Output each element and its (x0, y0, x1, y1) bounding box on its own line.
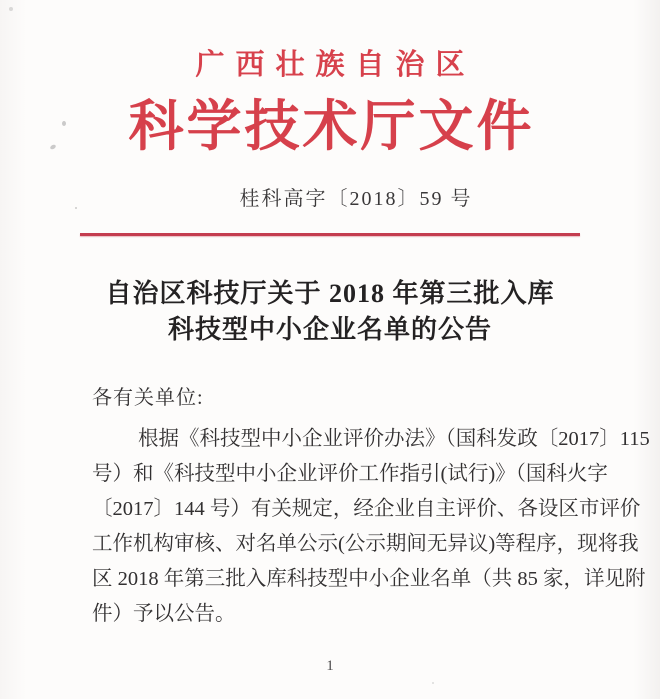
document-title (0, 276, 660, 348)
scan-speck (62, 121, 66, 126)
paragraph-line: 件）予以公告。 (92, 603, 236, 625)
paragraph-line: 工作机构审核、对名单公示(公示期间无异议)等程序，现将我 (92, 533, 639, 555)
paragraph-line: 号）和《科技型中小企业评价工作指引(试行)》（国科火字 (92, 463, 608, 485)
page-number: 1 (326, 658, 334, 674)
document-title-line2: 科技型中小企业名单的公告 (167, 315, 492, 344)
paragraph-line: 根据《科技型中小企业评价办法》（国科发政〔2017〕115 (138, 428, 650, 450)
document-reference-number: 桂科高字〔2018〕59 号 (239, 188, 473, 210)
scan-speck (75, 207, 77, 209)
letterhead-department-name: 科学技术厅文件 (128, 96, 535, 157)
document-title-line1: 自治区科技厅关于 2018 年第三批入库 (105, 279, 555, 308)
letterhead (0, 0, 660, 236)
document-body (92, 384, 650, 632)
salutation: 各有关单位: (92, 387, 204, 409)
body-paragraph (92, 422, 650, 632)
scan-speck (432, 682, 434, 684)
letterhead-region-name: 广西壮族自治区 (195, 49, 476, 81)
paragraph-line: 区 2018 年第三批入库科技型中小企业名单（共 85 家，详见附 (92, 568, 646, 590)
paragraph-line: 〔2017〕144 号）有关规定，经企业自主评价、各设区市评价 (92, 498, 641, 520)
scan-speck (9, 7, 13, 11)
letterhead-divider-rule (80, 233, 580, 236)
